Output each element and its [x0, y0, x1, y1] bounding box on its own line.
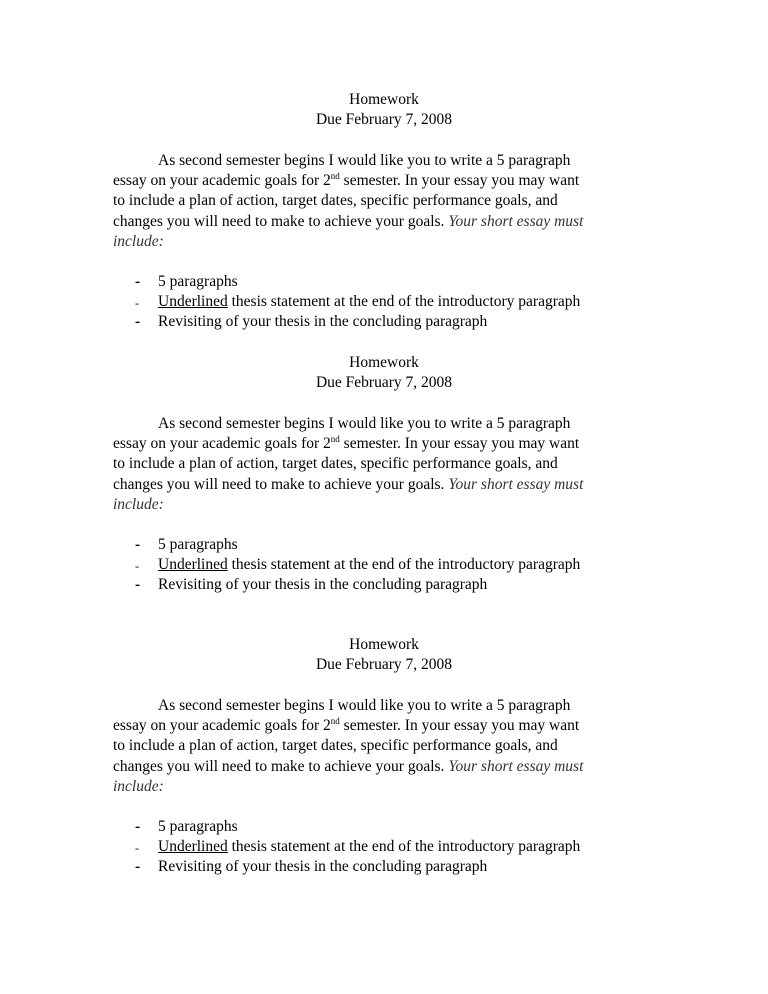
paragraph-text: essay on your academic goals for 2 — [113, 172, 331, 190]
homework-section-3 — [0, 635, 768, 878]
paragraph-text: semester. In your essay you may want — [339, 435, 580, 453]
paragraph-line: to include a plan of action, target dates, specific performance goals, and — [113, 737, 558, 755]
dash-bullet: - — [135, 841, 139, 856]
paragraph-text: changes you will need to make to achieve your goals. — [113, 475, 449, 493]
paragraph-line — [113, 212, 658, 232]
list-item — [135, 555, 768, 575]
paragraph-text: essay on your academic goals for 2 — [113, 435, 331, 453]
homework-section-2 — [0, 353, 768, 596]
due-date: Due February 7, 2008 — [315, 656, 453, 673]
paragraph-line — [113, 171, 658, 191]
dash-bullet: - — [135, 559, 139, 574]
paragraph-text: changes you will need to make to achieve your goals. — [113, 757, 449, 775]
list-item — [135, 535, 768, 555]
underlined-word: Underlined — [158, 556, 228, 574]
requirement-intro: include: — [113, 777, 164, 795]
list-item-text: 5 paragraphs — [158, 536, 238, 554]
list-item-text-rest: thesis statement at the end of the introductory paragraph — [227, 838, 581, 856]
paragraph-line: As second semester begins I would like you to write a 5 paragraph — [158, 415, 571, 432]
list-item-text — [158, 555, 580, 575]
list-item-text: Revisiting of your thesis in the concluding paragraph — [158, 313, 488, 331]
assignment-paragraph — [113, 414, 658, 515]
ordinal-suffix: nd — [330, 434, 340, 445]
paragraph-text: semester. In your essay you may want — [339, 172, 580, 190]
requirements-list — [135, 535, 768, 596]
list-item — [135, 857, 768, 877]
ordinal-suffix: nd — [330, 716, 340, 727]
requirement-intro: include: — [113, 495, 164, 513]
list-item-text — [158, 292, 580, 312]
dash-bullet: - — [135, 273, 141, 291]
list-item-text-rest: thesis statement at the end of the introductory paragraph — [227, 293, 581, 311]
requirement-intro: Your short essay must — [448, 475, 584, 493]
homework-title: Homework — [349, 354, 419, 371]
list-item-text: Revisiting of your thesis in the concluding paragraph — [158, 858, 488, 876]
paragraph-line — [113, 434, 658, 454]
requirement-intro: Your short essay must — [448, 212, 584, 230]
requirement-intro: Your short essay must — [448, 757, 584, 775]
homework-title: Homework — [349, 636, 419, 653]
list-item-text: 5 paragraphs — [158, 818, 238, 836]
list-item-text — [158, 837, 580, 857]
paragraph-text: changes you will need to make to achieve your goals. — [113, 212, 449, 230]
list-item-text-rest: thesis statement at the end of the introductory paragraph — [227, 556, 581, 574]
list-item — [135, 292, 768, 312]
requirements-list — [135, 272, 768, 333]
dash-bullet: - — [135, 296, 139, 311]
dash-bullet: - — [135, 818, 141, 836]
list-item — [135, 837, 768, 857]
homework-section-1 — [0, 90, 768, 333]
assignment-paragraph — [113, 151, 658, 252]
assignment-paragraph — [113, 696, 658, 797]
list-item — [135, 312, 768, 332]
underlined-word: Underlined — [158, 293, 228, 311]
due-date: Due February 7, 2008 — [315, 111, 453, 128]
paragraph-line — [113, 757, 658, 777]
list-item-text: Revisiting of your thesis in the concluding paragraph — [158, 576, 488, 594]
paragraph-line: As second semester begins I would like you to write a 5 paragraph — [158, 152, 571, 169]
paragraph-line: to include a plan of action, target dates, specific performance goals, and — [113, 455, 558, 473]
requirements-list — [135, 817, 768, 878]
ordinal-suffix: nd — [330, 171, 340, 182]
requirement-intro: include: — [113, 232, 164, 250]
list-item — [135, 272, 768, 292]
list-item — [135, 575, 768, 595]
paragraph-line — [113, 716, 658, 736]
due-date: Due February 7, 2008 — [315, 374, 453, 391]
paragraph-text: essay on your academic goals for 2 — [113, 717, 331, 735]
list-item — [135, 817, 768, 837]
dash-bullet: - — [135, 576, 141, 594]
underlined-word: Underlined — [158, 838, 228, 856]
list-item-text: 5 paragraphs — [158, 273, 238, 291]
paragraph-line — [113, 475, 658, 495]
dash-bullet: - — [135, 536, 141, 554]
dash-bullet: - — [135, 858, 141, 876]
dash-bullet: - — [135, 313, 141, 331]
homework-title: Homework — [349, 91, 419, 108]
paragraph-line: As second semester begins I would like you to write a 5 paragraph — [158, 697, 571, 714]
paragraph-text: semester. In your essay you may want — [339, 717, 580, 735]
paragraph-line: to include a plan of action, target dates, specific performance goals, and — [113, 192, 558, 210]
